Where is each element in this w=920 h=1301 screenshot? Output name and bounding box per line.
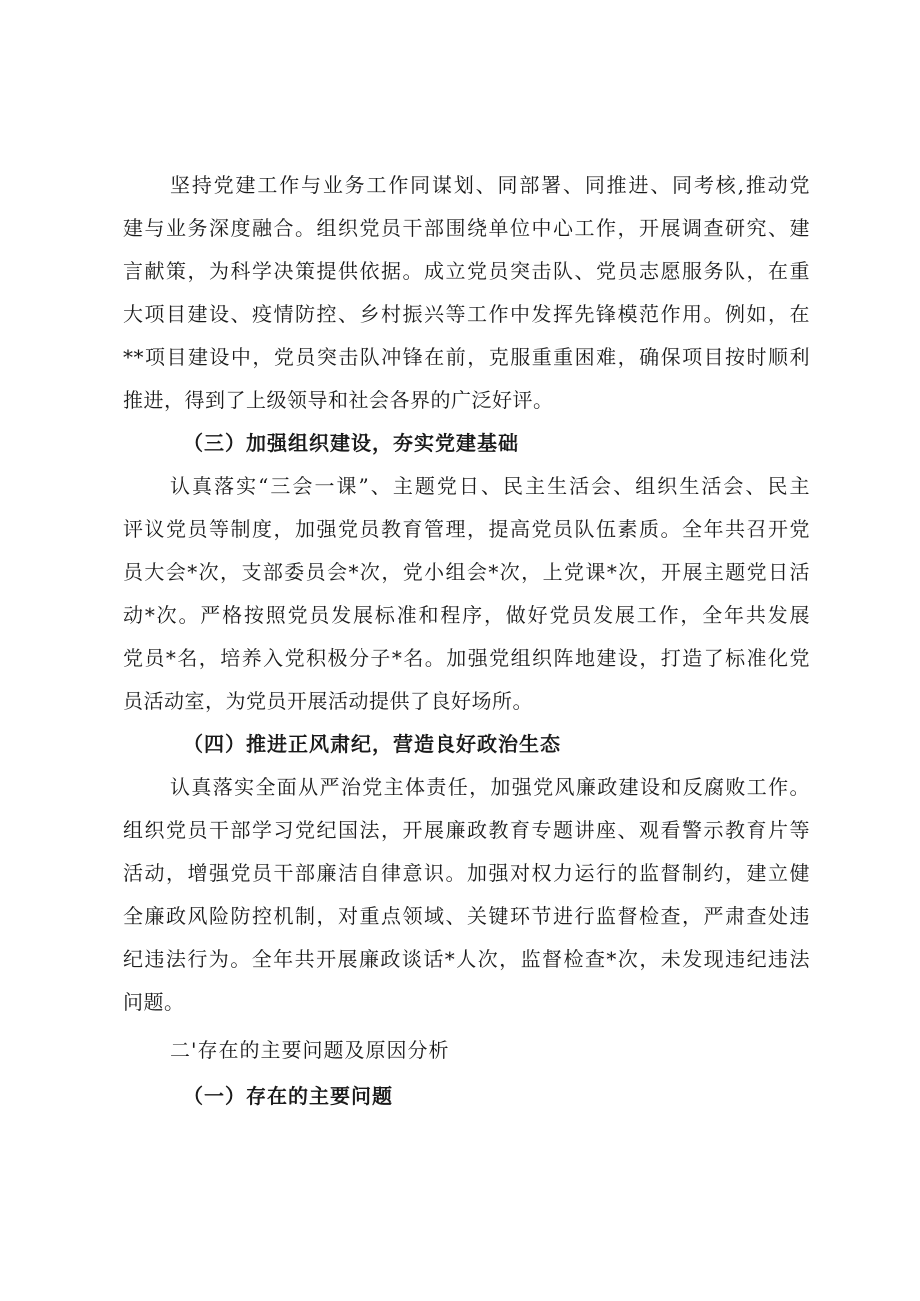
paragraph-line: 员活动室，为党员开展活动提供了良好场所。	[123, 689, 533, 713]
paragraph-line: 动*次。严格按照党员发展标准和程序，做好党员发展工作，全年共发展	[123, 603, 810, 627]
paragraph-line: 推进，得到了上级领导和社会各界的广泛好评。	[123, 388, 554, 412]
chapter-heading: 二'存在的主要问题及原因分析	[170, 1038, 450, 1062]
paragraph-line: 组织党员干部学习党纪国法，开展廉政教育专题讲座、观看警示教育片等	[123, 818, 810, 842]
paragraph-line: **项目建设中，党员突击队冲锋在前，克服重重困难，确保项目按时顺利	[123, 345, 810, 369]
paragraph-line: 大项目建设、疫情防控、乡村振兴等工作中发挥先锋模范作用。例如，在	[123, 302, 810, 326]
paragraph-line: 纪违法行为。全年共开展廉政谈话*人次，监督检查*次，未发现违纪违法	[123, 947, 810, 971]
section-heading: （一）存在的主要问题	[183, 1084, 393, 1108]
section-heading: （四）推进正风肃纪，营造良好政治生态	[183, 732, 561, 756]
section-heading: （三）加强组织建设，夯实党建基础	[183, 431, 519, 455]
paragraph-line: 认真落实“三会一课”、主题党日、民主生活会、组织生活会、民主	[170, 474, 810, 498]
paragraph-line: 全廉政风险防控机制，对重点领域、关键环节进行监督检查，严肃查处违	[123, 904, 810, 928]
paragraph-line: 认真落实全面从严治党主体责任，加强党风廉政建设和反腐败工作。	[170, 775, 810, 799]
paragraph-line: 问题。	[123, 990, 185, 1014]
paragraph-line: 活动，增强党员干部廉洁自律意识。加强对权力运行的监督制约，建立健	[123, 861, 810, 885]
paragraph-line: 建与业务深度融合。组织党员干部围绕单位中心工作，开展调查研究、建	[123, 216, 810, 240]
paragraph-line: 评议党员等制度，加强党员教育管理，提高党员队伍素质。全年共召开党	[123, 517, 810, 541]
paragraph-line: 言献策，为科学决策提供依据。成立党员突击队、党员志愿服务队，在重	[123, 259, 810, 283]
paragraph-line: 党员*名，培养入党积极分子*名。加强党组织阵地建设，打造了标准化党	[123, 646, 810, 670]
paragraph-line: 员大会*次，支部委员会*次，党小组会*次，上党课*次，开展主题党日活	[123, 560, 810, 584]
paragraph-line: 坚持党建工作与业务工作同谋划、同部署、同推进、同考核,推动党	[170, 173, 810, 197]
